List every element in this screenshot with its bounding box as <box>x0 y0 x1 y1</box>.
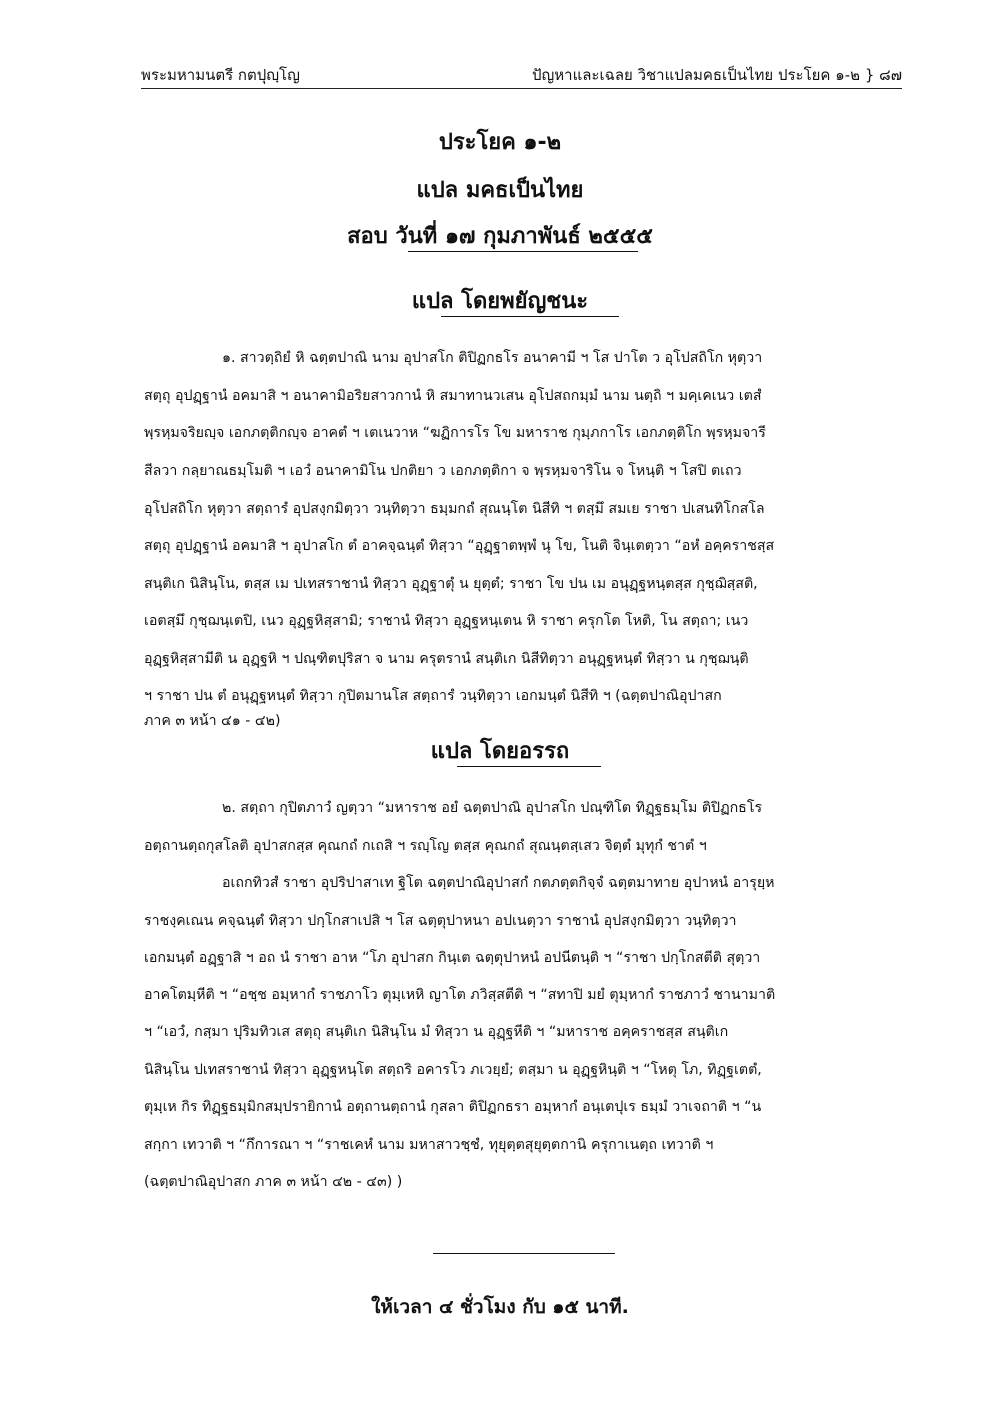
paragraph-line: สนฺติเก นิสินฺโน, ตสฺส เม ปเทสราชานํ ทิสฺวา อุฏฺฐาตุํ น ยุตฺตํ; ราชา โข ปน เม อนุฏฺฐหนฺตสฺส กุชฺฌิสฺสติ, <box>144 576 758 592</box>
header-subject: ปัญหาและเฉลย วิชาแปลมคธเป็นไทย ประโยค ๑-๒ } ๘๗ <box>531 66 902 84</box>
exam-subject-title: แปล มคธเป็นไทย <box>416 178 584 203</box>
paragraph-line: ฯ ราชา ปน ตํ อนุฏฺฐหนฺตํ ทิสฺวา กุปิตมานโส สตฺถารํ วนฺทิตฺวา เอกมนฺตํ นิสีทิ ฯ (ฉตฺตปาณิอุปาสก <box>144 688 722 704</box>
paragraph-line: (ฉตฺตปาณิอุปาสก ภาค ๓ หน้า ๔๒ - ๔๓) ) <box>144 1174 403 1190</box>
exam-level-title: ประโยค ๑-๒ <box>438 130 562 155</box>
paragraph-line: เอกมนฺตํ อฏฺฐาสิ ฯ อถ นํ ราชา อาห “โภ อุปาสก กินฺเต ฉตฺตุปาหนํ อปนีตนฺติ ฯ “ราชา ปกฺโกสตีติ สุตฺวา <box>144 950 761 966</box>
paragraph-line: ราชงฺคเณน คจฺฉนฺตํ ทิสฺวา ปกฺโกสาเปสิ ฯ โส ฉตฺตุปาหนา อปเนตฺวา ราชานํ อุปสงฺกมิตฺวา วนฺทิตฺวา <box>144 913 737 929</box>
paragraph-line: อตฺถานตฺถกุสโลติ อุปาสกสฺส คุณกถํ กเถสิ ฯ รญฺโญ ตสฺส คุณกถํ สุณนฺตสฺเสว จิตฺตํ มุทุกํ ชาตํ ฯ <box>144 838 707 854</box>
section-heading-literal: แปล โดยพยัญชนะ <box>411 289 589 314</box>
paragraph-line: ภาค ๓ หน้า ๔๑ - ๔๒) <box>144 713 281 729</box>
paragraph-line: ตุมฺเห กิร ทิฏฺฐธมฺมิกสมฺปรายิกานํ อตฺถานตฺถานํ กุสลา ติปิฏกธรา อมฺหากํ อนฺเตปุเร ธมฺมํ วาเจถาติ ฯ “น <box>144 1099 762 1115</box>
paragraph-line: อุโปสถิโก หุตฺวา สตฺถารํ อุปสงฺกมิตฺวา วนฺทิตฺวา ธมฺมกถํ สุณนฺโต นิสีทิ ฯ ตสฺมึ สมเย ราชา ปเสนทิโกสโล <box>144 501 765 517</box>
running-header <box>141 62 902 89</box>
section-heading-literal-underline <box>441 316 619 317</box>
paragraph-line: นิสินฺโน ปเทสราชานํ ทิสฺวา อุฏฺฐหนฺโต สตฺถริ อคารโว ภเวยฺยํ; ตสฺมา น อุฏฺฐหินฺติ ฯ “โหตุ โภ, ทิฏฺฐเตตํ, <box>144 1062 762 1078</box>
section-heading-meaning: แปล โดยอรรถ <box>430 739 570 764</box>
paragraph-line: สตฺถุ อุปฏฺฐานํ อคมาสิ ฯ อุปาสโก ตํ อาคจฺฉนฺตํ ทิสฺวา “อุฏฺฐาตพฺพํ นุ โข, โนติ จินฺเตตฺวา “อหํ อคฺคราชสฺส <box>144 538 775 554</box>
paragraph-line: อเถกทิวสํ ราชา อุปริปาสาเท ฐิโต ฉตฺตปาณิอุปาสกํ กตภตฺตกิจฺจํ ฉตฺตมาทาย อุปาหนํ อารุยฺห <box>222 875 775 891</box>
paragraph-line: อาคโตมฺหีติ ฯ “อชฺช อมฺหากํ ราชภาโว ตุมฺเหหิ ญาโต ภวิสฺสตีติ ฯ “สทาปิ มยํ ตุมฺหากํ ราชภาวํ ชานามาติ <box>144 987 776 1003</box>
paragraph-line: สีลวา กลฺยาณธมฺโมติ ฯ เอวํ อนาคามิโน ปกติยา ว เอกภตฺติกา จ พฺรหฺมจาริโน จ โหนฺติ ฯ โสปิ ตเถว <box>144 463 742 479</box>
paragraph-line: ฯ “เอวํ, กสฺมา ปุริมทิวเส สตฺถุ สนฺติเก นิสินฺโน มํ ทิสฺวา น อุฏฺฐหีติ ฯ “มหาราช อคฺคราชสฺส สนฺติเก <box>144 1024 729 1040</box>
paragraph-line: พฺรหฺมจริยญฺจ เอกภตฺติกญฺจ อาคตํ ฯ เตเนวาห “ฆฏิการโร โข มหาราช กุมฺภกาโร เอกภตฺติโก พฺรหฺมจารี <box>144 425 766 441</box>
paragraph-line: ๑. สาวตฺถิยํ หิ ฉตฺตปาณิ นาม อุปาสโก ติปิฏกธโร อนาคามี ฯ โส ปาโต ว อุโปสถิโก หุตฺวา <box>222 350 763 366</box>
date-underline <box>408 251 638 252</box>
time-allowed: ให้เวลา ๔ ชั่วโมง กับ ๑๕ นาที. <box>371 1296 629 1318</box>
exam-date-title: สอบ วันที่ ๑๗ กุมภาพันธ์ ๒๕๕๕ <box>347 224 653 249</box>
separator-rule <box>433 1253 615 1254</box>
paragraph-line: สกฺกา เทวาติ ฯ “กึการณา ฯ “ราชเคหํ นาม มหาสาวชฺชํ, ทุยุตฺตสุยุตฺตกานิ ครุกาเนตฺถ เทวาติ ฯ <box>144 1137 714 1153</box>
paragraph-line: เอตสฺมึ กุชฺฌนฺเตปิ, เนว อุฏฺฐหิสฺสามิ; ราชานํ ทิสฺวา อุฏฺฐหนฺเตน หิ ราชา ครุกโต โหติ, โน สตฺถา; เนว <box>144 613 749 629</box>
paragraph-line: ๒. สตฺถา กุปิตภาวํ ญตฺวา “มหาราช อยํ ฉตฺตปาณิ อุปาสโก ปณฺฑิโต ทิฏฺฐธมฺโม ติปิฏกธโร <box>222 800 763 816</box>
section-heading-meaning-underline <box>457 766 601 767</box>
paragraph-line: อุฏฺฐหิสฺสามีติ น อุฏฺฐหิ ฯ ปณฺฑิตปุริสา จ นาม ครุตรานํ สนฺติเก นิสีทิตฺวา อนุฏฺฐหนฺตํ ทิสฺวา น กุชฺฌนฺติ <box>144 651 749 667</box>
paragraph-line: สตฺถุ อุปฏฺฐานํ อคมาสิ ฯ อนาคามิอริยสาวกานํ หิ สมาทานวเสน อุโปสถกมฺมํ นาม นตฺถิ ฯ มคฺเคเนว เตสํ <box>144 388 762 404</box>
header-author: พระมหามนตรี กตปุญฺโญ <box>141 66 300 84</box>
